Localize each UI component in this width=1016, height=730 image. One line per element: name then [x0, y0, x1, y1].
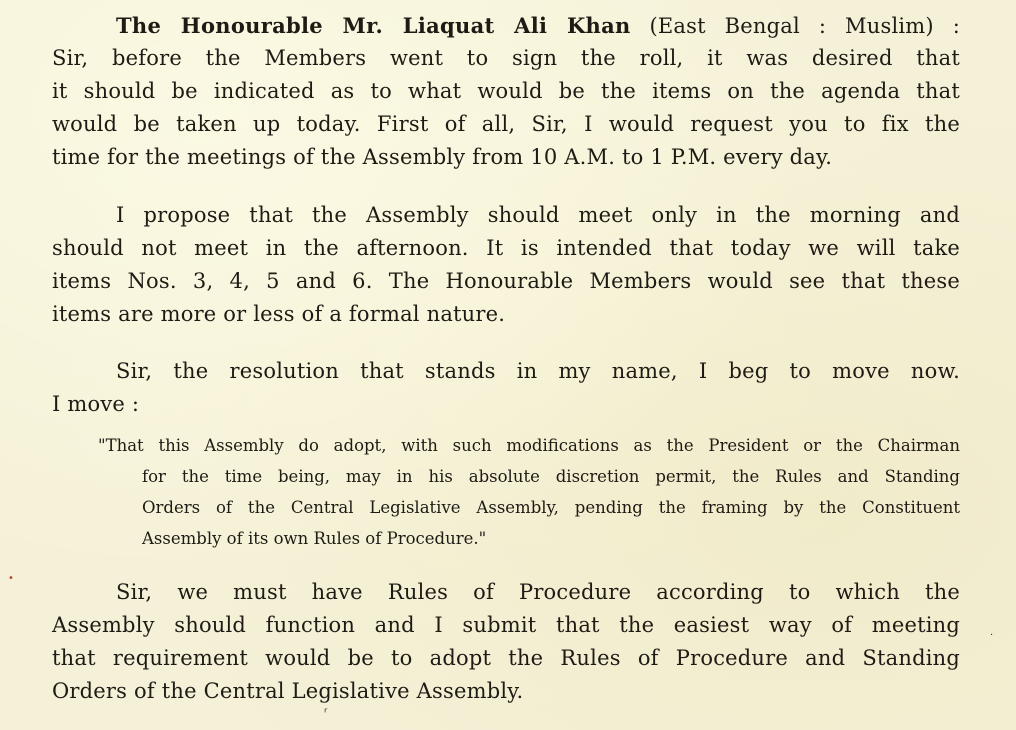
text-line: Sir, we must have Rules of Procedure according to which the: [116, 580, 960, 604]
text-line: I propose that the Assembly should meet only in the morning and: [116, 203, 960, 227]
paragraph-opening: [52, 9, 960, 174]
paper-speck: ʳ: [324, 706, 328, 721]
text-line: Assembly should function and I submit that the easiest way of meeting: [52, 613, 960, 637]
speaker-name: The Honourable Mr. Liaquat Ali Khan: [116, 13, 631, 38]
quote-line: for the time being, may in his absolute discretion permit, the Rules and Standing: [142, 467, 960, 486]
text-line: Orders of the Central Legislative Assembly.: [52, 679, 524, 703]
text-line: items Nos. 3, 4, 5 and 6. The Honourable Members would see that these: [52, 269, 960, 293]
text-line: items are more or less of a formal nature.: [52, 302, 506, 326]
quote-line: Assembly of its own Rules of Procedure.": [142, 529, 487, 548]
speaker-line: [52, 9, 960, 42]
text-line: would be taken up today. First of all, Sir, I would request you to fix the: [52, 112, 960, 136]
text-line: it should be indicated as to what would be the items on the agenda that: [52, 79, 960, 103]
paper-speck: ·: [990, 630, 994, 641]
resolution-quote: [98, 430, 960, 554]
speaker-affiliation: (East Bengal : Muslim) :: [630, 14, 960, 38]
text-line: Sir, the resolution that stands in my name, I beg to move now.: [116, 359, 960, 383]
quote-line: Orders of the Central Legislative Assembly, pending the framing by the Constituent: [142, 498, 960, 517]
quote-line: "That this Assembly do adopt, with such modifications as the President or the Chairman: [98, 436, 960, 455]
paragraph-resolution: [52, 355, 960, 421]
text-line: that requirement would be to adopt the Rules of Procedure and Standing: [52, 646, 960, 670]
paragraph-proposal: [52, 199, 960, 331]
text-line: should not meet in the afternoon. It is intended that today we will take: [52, 236, 960, 260]
paper-speck: •: [8, 573, 14, 584]
text-line: Sir, before the Members went to sign the roll, it was desired that: [52, 46, 960, 70]
paragraph-procedure: [52, 576, 960, 708]
text-line: I move :: [52, 392, 140, 416]
text-line: time for the meetings of the Assembly from 10 A.M. to 1 P.M. every day.: [52, 145, 833, 169]
